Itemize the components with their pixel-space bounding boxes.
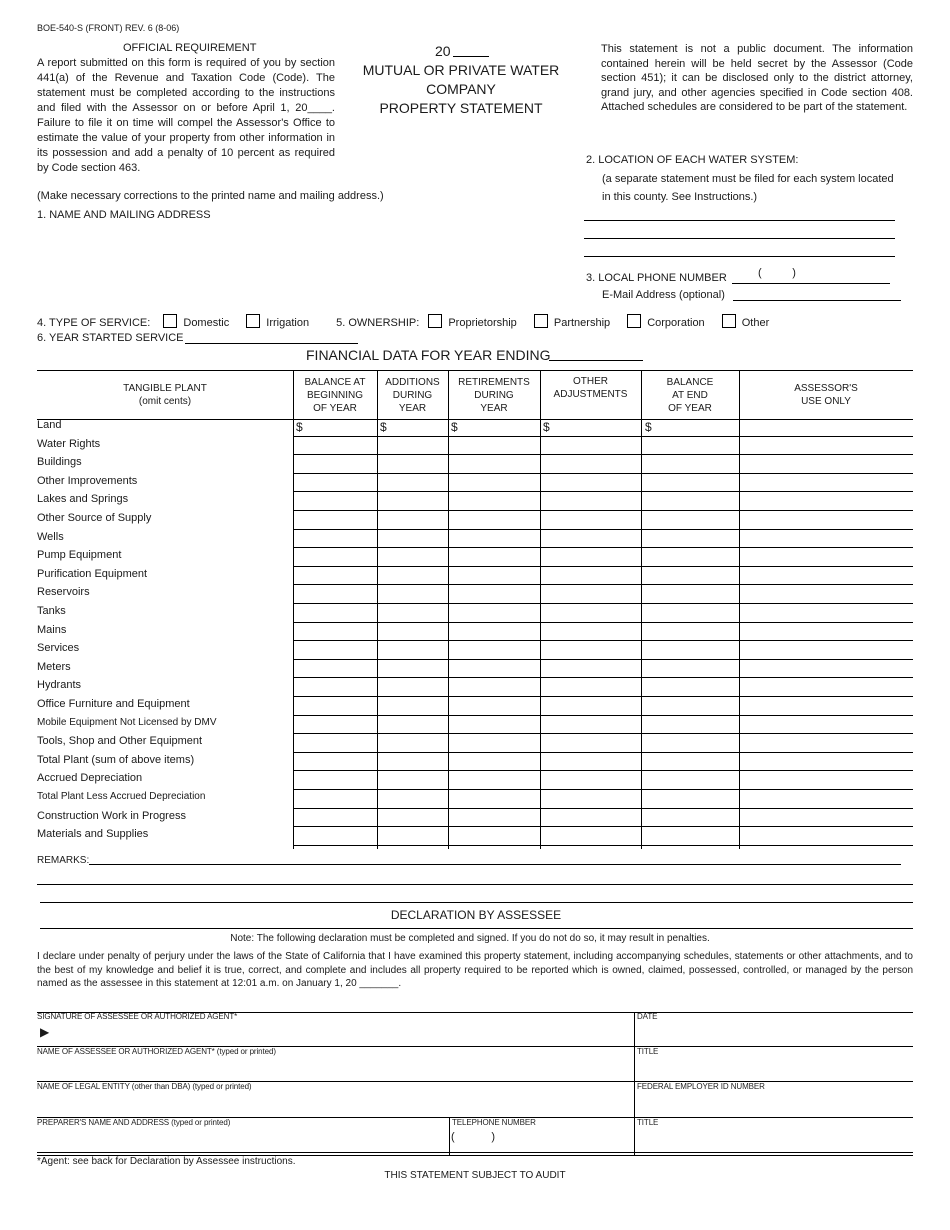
col-other-adjustments	[540, 371, 641, 419]
table-row[interactable]	[293, 622, 913, 623]
row-label: Materials and Supplies	[37, 828, 149, 841]
assessee-name-label: NAME OF ASSESSEE OR AUTHORIZED AGENT* (typed or printed)	[37, 1047, 276, 1056]
table-row[interactable]	[293, 752, 913, 753]
row-label: Total Plant Less Accrued Depreciation	[37, 791, 206, 802]
telephone-label: TELEPHONE NUMBER	[452, 1118, 536, 1127]
col1-line: BEGINNING	[306, 389, 364, 401]
title-line-2: COMPANY	[426, 81, 496, 97]
form-title	[350, 61, 572, 118]
col-retirements	[448, 371, 540, 419]
row-label: Construction Work in Progress	[37, 809, 186, 822]
col2-line: DURING	[392, 389, 433, 401]
location-line-2[interactable]	[584, 238, 895, 239]
date-label: DATE	[637, 1012, 658, 1021]
declaration-rule-top	[40, 902, 913, 903]
table-row[interactable]	[293, 603, 913, 604]
table-row[interactable]	[293, 696, 913, 697]
table-row[interactable]	[293, 491, 913, 492]
year-started-label: 6. YEAR STARTED SERVICE	[37, 332, 184, 344]
table-row[interactable]	[293, 789, 913, 790]
title-line-1: MUTUAL OR PRIVATE WATER	[362, 62, 560, 78]
preparer-title-label: TITLE	[637, 1118, 659, 1127]
declaration-rule-bottom	[40, 928, 913, 929]
year-started-line[interactable]	[185, 343, 358, 344]
table-divider	[293, 370, 294, 849]
col4-line: ADJUSTMENTS	[553, 389, 628, 400]
corporation-label: Corporation	[647, 317, 705, 329]
sig-divider	[449, 1117, 450, 1155]
checkbox-proprietorship[interactable]	[428, 314, 442, 328]
col-assessor-use	[739, 371, 913, 419]
domestic-label: Domestic	[183, 317, 230, 329]
row-label: Mobile Equipment Not Licensed by DMV	[37, 716, 217, 728]
row-label: Purification Equipment	[37, 567, 148, 580]
col-tangible-plant-note: (omit cents)	[138, 396, 192, 407]
table-row[interactable]	[293, 436, 913, 437]
table-row[interactable]	[293, 454, 913, 455]
phone-paren: ( )	[758, 267, 796, 279]
checkbox-irrigation[interactable]	[246, 314, 260, 328]
col2-line: ADDITIONS	[385, 376, 440, 388]
form-id: BOE-540-S (FRONT) REV. 6 (8-06)	[37, 23, 180, 33]
name-address-label: 1. NAME AND MAILING ADDRESS	[37, 209, 211, 221]
table-row[interactable]	[293, 677, 913, 678]
service-domestic-option[interactable]	[163, 314, 229, 329]
legal-entity-label: NAME OF LEGAL ENTITY (other than DBA) (typed or printed)	[37, 1082, 252, 1091]
email-input-line[interactable]	[733, 300, 901, 301]
col3-line: DURING	[474, 389, 514, 401]
checkbox-domestic[interactable]	[163, 314, 177, 328]
table-divider	[448, 370, 449, 849]
table-row[interactable]	[293, 529, 913, 530]
col-additions	[377, 371, 448, 419]
service-irrigation-option[interactable]	[246, 314, 309, 329]
remarks-label: REMARKS:	[37, 855, 90, 866]
official-requirement-title: OFFICIAL REQUIREMENT	[123, 42, 257, 54]
year-ending-line[interactable]	[549, 360, 643, 361]
remarks-line-2[interactable]	[37, 884, 913, 885]
corrections-note: (Make necessary corrections to the printed name and mailing address.)	[37, 190, 384, 202]
phone-label: 3. LOCAL PHONE NUMBER	[586, 272, 727, 284]
location-line-1[interactable]	[584, 220, 895, 221]
col5-line: OF YEAR	[668, 402, 712, 414]
irrigation-label: Irrigation	[266, 317, 310, 329]
col1-line: BALANCE AT	[304, 376, 366, 388]
row-label: Mains	[37, 623, 67, 636]
legal-entity-field[interactable]	[37, 1092, 631, 1114]
checkbox-corporation[interactable]	[627, 314, 641, 328]
email-label: E-Mail Address (optional)	[602, 289, 725, 301]
table-row[interactable]	[293, 845, 913, 846]
checkbox-partnership[interactable]	[534, 314, 548, 328]
table-row[interactable]	[293, 659, 913, 660]
title-line-3: PROPERTY STATEMENT	[379, 100, 543, 116]
row-label: Meters	[37, 660, 71, 673]
row-label: Other Improvements	[37, 474, 138, 487]
dollar-sign: $	[296, 420, 303, 434]
remarks-line-1[interactable]	[89, 864, 901, 865]
location-line-3[interactable]	[584, 256, 895, 257]
table-divider	[641, 370, 642, 849]
table-divider	[540, 370, 541, 849]
official-requirement-text: A report submitted on this form is required of you by section 441(a) of the Revenue and Taxation Code (Code). The statement must be completed according to the instructions and filed with the Assessor on or before April 1, 20____. Failure to file it on time will compel the Assessor's Office to estimate the value of your property from other information in its possession and add a penalty of 10 percent as required by Code section 463.	[37, 57, 335, 174]
agent-footnote: *Agent: see back for Declaration by Assessee instructions.	[37, 1156, 296, 1167]
row-label: Pump Equipment	[37, 549, 122, 562]
col-balance-end	[641, 371, 739, 419]
table-row[interactable]	[293, 566, 913, 567]
fein-label: FEDERAL EMPLOYER ID NUMBER	[637, 1082, 765, 1091]
proprietorship-label: Proprietorship	[448, 317, 517, 329]
location-note-2: in this county. See Instructions.)	[602, 191, 758, 203]
sig-rule	[37, 1152, 913, 1153]
table-row[interactable]	[293, 826, 913, 827]
col6-line: USE ONLY	[801, 396, 851, 407]
financial-table-header	[37, 370, 913, 420]
service-ownership-row	[37, 314, 783, 329]
row-label: Services	[37, 642, 80, 655]
table-row[interactable]	[293, 473, 913, 474]
col5-line: BALANCE	[666, 376, 714, 388]
row-label: Lakes and Springs	[37, 493, 129, 506]
row-label: Tools, Shop and Other Equipment	[37, 735, 203, 748]
dollar-sign: $	[380, 420, 387, 434]
col3-line: YEAR	[480, 402, 508, 414]
col6-line: ASSESSOR'S	[794, 383, 858, 394]
preparer-title-field[interactable]	[637, 1128, 911, 1150]
row-label: Hydrants	[37, 679, 82, 692]
phone-input-line[interactable]	[732, 283, 890, 284]
signature-label: SIGNATURE OF ASSESSEE OR AUTHORIZED AGENT*	[37, 1012, 238, 1021]
col-tangible-plant	[37, 371, 293, 419]
declaration-text: I declare under penalty of perjury under the laws of the State of California that I have examined this property statement, including accompanying schedules, statements or other attachments, and to the best of my knowledge and belief it is true, correct, and complete and includes all property required to be reported which is owned, claimed, possessed, controlled, or managed by the person named as the assessee in this statement at 12:01 a.m. on January 1, 20 _______.	[37, 951, 913, 989]
checkbox-other[interactable]	[722, 314, 736, 328]
table-divider	[739, 370, 740, 849]
telephone-paren[interactable]: ( )	[451, 1131, 495, 1143]
row-label: Office Furniture and Equipment	[37, 698, 190, 710]
table-row[interactable]	[293, 640, 913, 641]
ownership-other-option[interactable]	[722, 314, 770, 329]
table-row[interactable]	[293, 808, 913, 809]
col2-line: YEAR	[398, 402, 427, 414]
declaration-note: Note: The following declaration must be completed and signed. If you do not do so, it may result in penalties.	[230, 933, 710, 944]
table-row[interactable]	[293, 733, 913, 734]
signature-arrow-icon: ▶	[40, 1025, 50, 1039]
row-label: Tanks	[37, 605, 66, 617]
row-label: Other Source of Supply	[37, 512, 152, 524]
dollar-sign: $	[451, 420, 458, 434]
audit-notice: THIS STATEMENT SUBJECT TO AUDIT	[384, 1170, 566, 1181]
table-row[interactable]	[293, 510, 913, 511]
col-balance-beginning	[293, 371, 377, 419]
row-label: Water Rights	[37, 437, 101, 450]
row-label: Buildings	[37, 456, 82, 469]
row-label: Accrued Depreciation	[37, 772, 143, 785]
date-field[interactable]	[637, 1022, 911, 1044]
preparer-field[interactable]	[37, 1128, 445, 1150]
year-prefix: 20	[435, 43, 451, 59]
sig-divider	[634, 1012, 635, 1155]
row-label: Land	[37, 419, 62, 431]
col1-line: OF YEAR	[313, 402, 357, 414]
declaration-title: DECLARATION BY ASSESSEE	[390, 908, 562, 922]
title-field[interactable]	[637, 1057, 911, 1079]
location-label: 2. LOCATION OF EACH WATER SYSTEM:	[586, 154, 799, 166]
col4-line: OTHER	[573, 376, 608, 387]
other-label: Other	[741, 317, 770, 329]
location-note-1: (a separate statement must be filed for each system located	[602, 173, 894, 185]
ownership-label: 5. OWNERSHIP:	[336, 317, 420, 329]
table-row[interactable]	[293, 584, 913, 585]
col5-line: AT END	[672, 389, 708, 401]
col-tangible-plant-title: TANGIBLE PLANT	[123, 383, 207, 394]
row-label: Total Plant (sum of above items)	[37, 753, 195, 766]
partnership-label: Partnership	[553, 317, 611, 329]
assessee-name-field[interactable]	[37, 1057, 631, 1079]
confidentiality-notice: This statement is not a public document. The information contained herein will be held secret by the Assessor (Code section 451); it can be disclosed only to the district attorney, grand jury, and other agencies specified in Code section 408. Attached schedules are considered to be part of the statement.	[601, 43, 913, 113]
financial-title: FINANCIAL DATA FOR YEAR ENDING	[306, 347, 551, 363]
ownership-proprietorship-option[interactable]	[428, 314, 516, 329]
dollar-sign: $	[543, 420, 550, 434]
preparer-label: PREPARER'S NAME AND ADDRESS (typed or printed)	[37, 1118, 231, 1127]
table-row[interactable]	[293, 770, 913, 771]
title-label: TITLE	[637, 1047, 659, 1056]
dollar-sign: $	[645, 420, 652, 434]
fein-field[interactable]	[637, 1092, 911, 1114]
year-line[interactable]	[453, 56, 489, 57]
row-label: Reservoirs	[37, 586, 90, 599]
col3-line: RETIREMENTS	[458, 376, 530, 388]
row-label: Wells	[37, 530, 64, 543]
service-type-label: 4. TYPE OF SERVICE:	[37, 317, 151, 329]
ownership-corporation-option[interactable]	[627, 314, 704, 329]
signature-field[interactable]	[60, 1022, 630, 1044]
table-row[interactable]	[293, 547, 913, 548]
table-row[interactable]	[293, 715, 913, 716]
ownership-partnership-option[interactable]	[534, 314, 610, 329]
table-divider	[377, 370, 378, 849]
